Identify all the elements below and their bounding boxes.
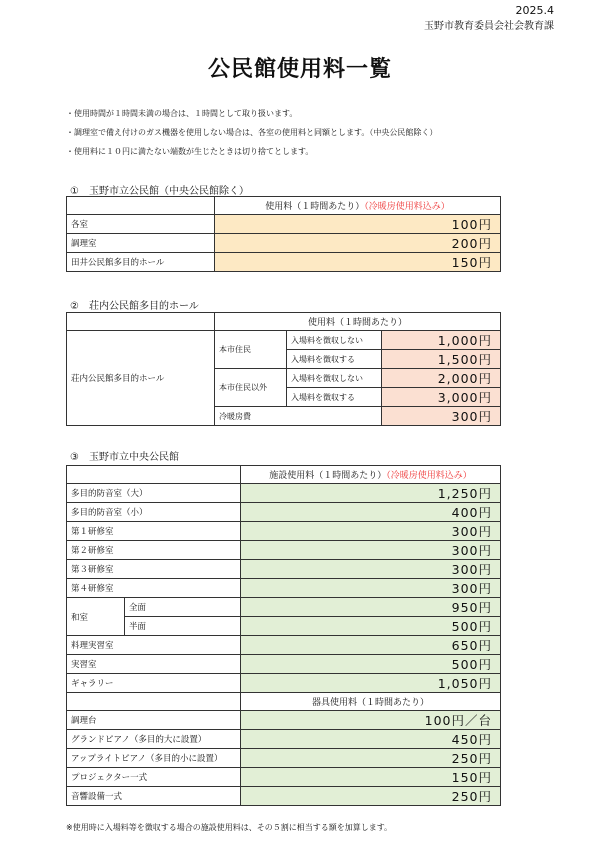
s3-equip-price: 100円／台 bbox=[241, 711, 501, 730]
s3-row-price: 400円 bbox=[241, 503, 501, 522]
table-row bbox=[67, 579, 501, 598]
s1-header-text: 使用料（１時間あたり） bbox=[265, 202, 365, 212]
s3-header-red: （冷暖房使用料込み） bbox=[386, 471, 472, 481]
page-title: 公民館使用料一覧 bbox=[207, 57, 392, 82]
table-row bbox=[67, 313, 501, 331]
s3-row-name: 第３研修室 bbox=[67, 560, 241, 579]
section-3-table bbox=[66, 465, 501, 806]
table-row bbox=[67, 560, 501, 579]
s3-equip-name: グランドピアノ（多目的大に設置） bbox=[67, 730, 241, 749]
s3-header bbox=[241, 466, 501, 484]
s2-aircon-price: 300円 bbox=[382, 407, 501, 426]
s2-resident: 本市住民 bbox=[215, 331, 287, 369]
s2-header: 使用料（１時間あたり） bbox=[215, 313, 501, 331]
table-row bbox=[67, 466, 501, 484]
s3-row-price: 1,050円 bbox=[241, 674, 501, 693]
s3-row-name: 多目的防音室（大） bbox=[67, 484, 241, 503]
s2-fee-label: 入場料を徴収する bbox=[287, 388, 382, 407]
s3-zenmen-price: 950円 bbox=[241, 598, 501, 617]
s2-fee-label: 入場料を徴収する bbox=[287, 350, 382, 369]
table-row bbox=[67, 234, 501, 253]
s3-equip-name: アップライトピアノ（多目的小に設置） bbox=[67, 749, 241, 768]
s2-price: 1,500円 bbox=[382, 350, 501, 369]
table-row bbox=[67, 331, 501, 350]
note-1: ・使用時間が１時間未満の場合は、１時間として取り扱います。 bbox=[66, 109, 298, 118]
footer-note: ※使用時に入場料等を徴収する場合の施設使用料は、その５割に相当する額を加算します。 bbox=[66, 823, 393, 832]
s2-facility: 荘内公民館多目的ホール bbox=[67, 331, 215, 426]
s3-equip-name: 音響設備一式 bbox=[67, 787, 241, 806]
section-1-title: ① 玉野市立公民館（中央公民館除く） bbox=[70, 186, 249, 197]
s2-no-fee-label: 入場料を徴収しない bbox=[287, 369, 382, 388]
table-row bbox=[67, 253, 501, 272]
s3-hanmen: 半面 bbox=[125, 617, 241, 636]
s2-aircon-label: 冷暖房費 bbox=[215, 407, 382, 426]
s1-row-name: 調理室 bbox=[67, 234, 215, 253]
s3-row-price: 500円 bbox=[241, 655, 501, 674]
s3-row-price: 1,250円 bbox=[241, 484, 501, 503]
s3-row-name: ギャラリー bbox=[67, 674, 241, 693]
note-2: ・調理室で備え付けのガス機器を使用しない場合は、各室の使用料と同額とします。（中央公民館除く） bbox=[66, 128, 438, 137]
s3-row-name: 実習室 bbox=[67, 655, 241, 674]
table-row bbox=[67, 655, 501, 674]
s3-equip-price: 250円 bbox=[241, 787, 501, 806]
table-row bbox=[67, 617, 501, 636]
s3-row-price: 650円 bbox=[241, 636, 501, 655]
table-row bbox=[67, 484, 501, 503]
note-3: ・使用料に１０円に満たない端数が生じたときは切り捨てとします。 bbox=[66, 147, 314, 156]
table-row bbox=[67, 522, 501, 541]
s3-header-text: 施設使用料（１時間あたり） bbox=[269, 471, 387, 481]
s1-row-name: 田井公民館多目的ホール bbox=[67, 253, 215, 272]
table-row bbox=[67, 541, 501, 560]
table-row bbox=[67, 674, 501, 693]
table-row bbox=[67, 711, 501, 730]
table-row bbox=[67, 787, 501, 806]
s1-row-name: 各室 bbox=[67, 215, 215, 234]
s3-zenmen: 全面 bbox=[125, 598, 241, 617]
document-date: 2025.4 bbox=[515, 4, 554, 17]
table-row bbox=[67, 730, 501, 749]
s3-row-name: 料理実習室 bbox=[67, 636, 241, 655]
table-row bbox=[67, 598, 501, 617]
table-row bbox=[67, 749, 501, 768]
s3-row-price: 300円 bbox=[241, 560, 501, 579]
s3-hanmen-price: 500円 bbox=[241, 617, 501, 636]
s3-washitsu: 和室 bbox=[67, 598, 125, 636]
s3-row-price: 300円 bbox=[241, 522, 501, 541]
s2-nonresident: 本市住民以外 bbox=[215, 369, 287, 407]
s2-price: 3,000円 bbox=[382, 388, 501, 407]
s3-row-price: 300円 bbox=[241, 541, 501, 560]
s3-equip-name: プロジェクター一式 bbox=[67, 768, 241, 787]
s3-equip-name: 調理台 bbox=[67, 711, 241, 730]
s3-row-name: 第４研修室 bbox=[67, 579, 241, 598]
s3-equip-price: 250円 bbox=[241, 749, 501, 768]
section-2-title: ② 荘内公民館多目的ホール bbox=[70, 301, 199, 312]
section-3-title: ③ 玉野市立中央公民館 bbox=[70, 452, 179, 463]
s1-header bbox=[215, 197, 501, 215]
s3-row-name: 第１研修室 bbox=[67, 522, 241, 541]
s3-equip-price: 450円 bbox=[241, 730, 501, 749]
s1-header-red: （冷暖房使用料込み） bbox=[364, 202, 450, 212]
table-row bbox=[67, 503, 501, 522]
section-2-table bbox=[66, 312, 501, 426]
s2-price: 1,000円 bbox=[382, 331, 501, 350]
table-row bbox=[67, 768, 501, 787]
s1-row-price: 100円 bbox=[215, 215, 501, 234]
table-row bbox=[67, 693, 501, 711]
s3-equip-header: 器具使用料（１時間あたり） bbox=[241, 693, 501, 711]
s1-row-price: 200円 bbox=[215, 234, 501, 253]
table-row bbox=[67, 197, 501, 215]
s2-price: 2,000円 bbox=[382, 369, 501, 388]
s3-equip-price: 150円 bbox=[241, 768, 501, 787]
s1-row-price: 150円 bbox=[215, 253, 501, 272]
table-row bbox=[67, 636, 501, 655]
section-1-table bbox=[66, 196, 501, 272]
s3-row-name: 多目的防音室（小） bbox=[67, 503, 241, 522]
table-row bbox=[67, 215, 501, 234]
s3-row-price: 300円 bbox=[241, 579, 501, 598]
s3-row-name: 第２研修室 bbox=[67, 541, 241, 560]
s2-no-fee-label: 入場料を徴収しない bbox=[287, 331, 382, 350]
department-name: 玉野市教育委員会社会教育課 bbox=[424, 21, 554, 32]
